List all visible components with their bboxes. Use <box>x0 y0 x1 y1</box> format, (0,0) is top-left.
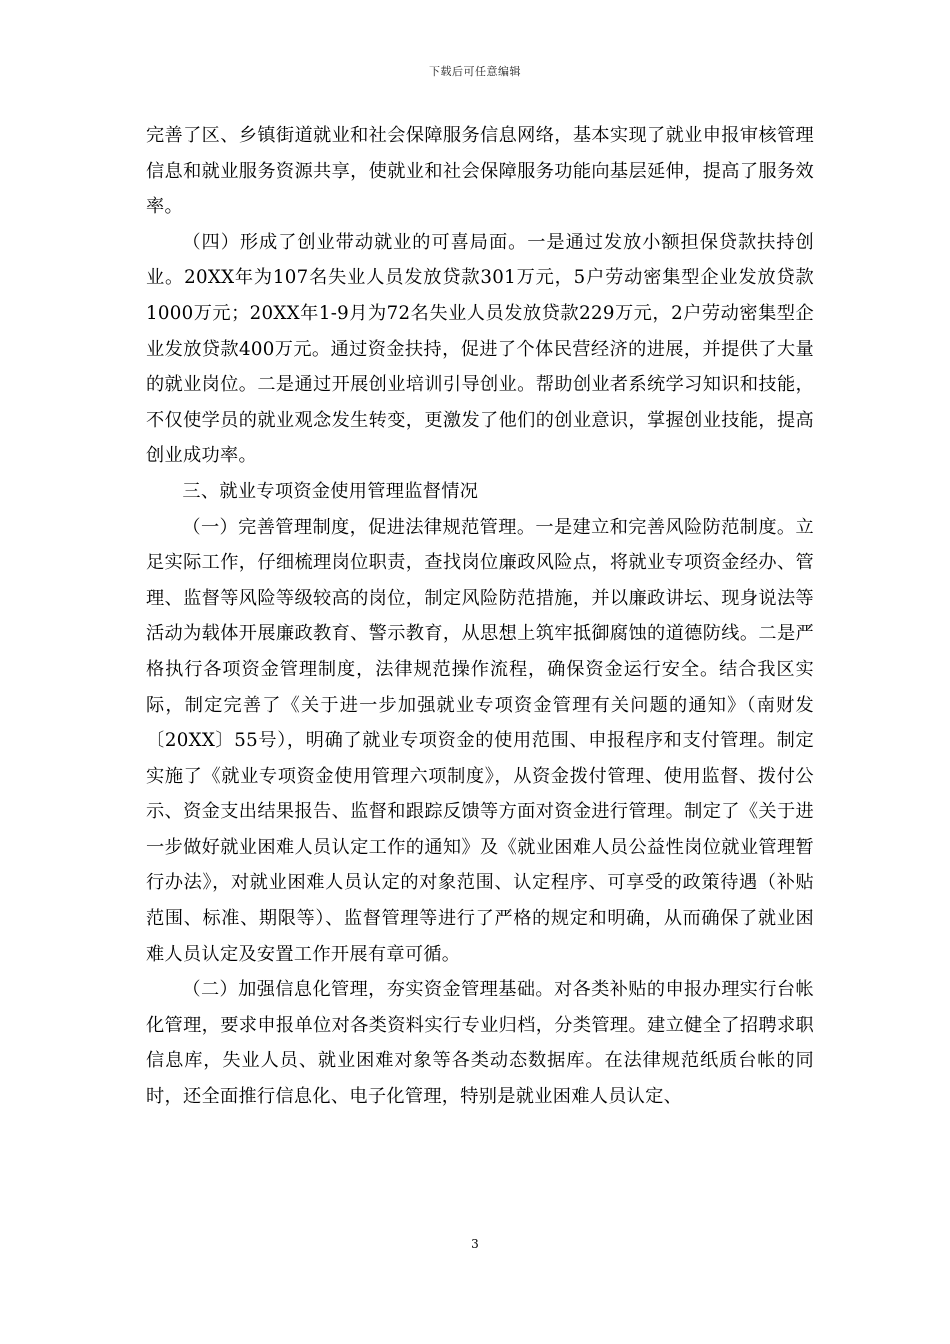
page-number: 3 <box>471 1237 479 1251</box>
page-header: 下载后可任意编辑 <box>429 65 521 78</box>
paragraph-section-4: （四）形成了创业带动就业的可喜局面。一是通过发放小额担保贷款扶持创业。20XX年为107名失业人员发放贷款301万元，5户劳动密集型企业发放贷款1000万元；20XX年1-9月为72名失业人员发放贷款229万元，2户劳动密集型企业发放贷款400万元。通过资金扶持，促进了个体民营经济的进展，并提供了大量的就业岗位。二是通过开展创业培训引导创业。帮助创业者系统学习知识和技能，不仅使学员的就业观念发生转变，更激发了他们的创业意识，掌握创业技能，提高创业成功率。 <box>146 231 814 467</box>
paragraph-continuation: 完善了区、乡镇街道就业和社会保障服务信息网络，基本实现了就业申报审核管理信息和就业服务资源共享，使就业和社会保障服务功能向基层延伸，提高了服务效率。 <box>146 125 814 218</box>
document-body <box>146 118 814 1115</box>
paragraph-subsection-2: （二）加强信息化管理，夯实资金管理基础。对各类补贴的申报办理实行台帐化管理，要求申报单位对各类资料实行专业归档，分类管理。建立健全了招聘求职信息库，失业人员、就业困难对象等各类动态数据库。在法律规范纸质台帐的同时，还全面推行信息化、电子化管理，特别是就业困难人员认定、 <box>146 979 814 1108</box>
section-heading-3: 三、就业专项资金使用管理监督情况 <box>182 480 479 502</box>
paragraph-subsection-1: （一）完善管理制度，促进法律规范管理。一是建立和完善风险防范制度。立足实际工作，仔细梳理岗位职责，查找岗位廉政风险点，将就业专项资金经办、管理、监督等风险等级较高的岗位，制定风险防范措施，并以廉政讲坛、现身说法等活动为载体开展廉政教育、警示教育，从思想上筑牢抵御腐蚀的道德防线。二是严格执行各项资金管理制度，法律规范操作流程，确保资金运行安全。结合我区实际，制定完善了《关于进一步加强就业专项资金管理有关问题的通知》（南财发〔20XX〕55号），明确了就业专项资金的使用范围、申报程序和支付管理。制定实施了《就业专项资金使用管理六项制度》，从资金拨付管理、使用监督、拨付公示、资金支出结果报告、监督和跟踪反馈等方面对资金进行管理。制定了《关于进一步做好就业困难人员认定工作的通知》及《就业困难人员公益性岗位就业管理暂行办法》，对就业困难人员认定的对象范围、认定程序、可享受的政策待遇（补贴范围、标准、期限等）、监督管理等进行了严格的规定和明确，从而确保了就业困难人员认定及安置工作开展有章可循。 <box>146 516 814 965</box>
